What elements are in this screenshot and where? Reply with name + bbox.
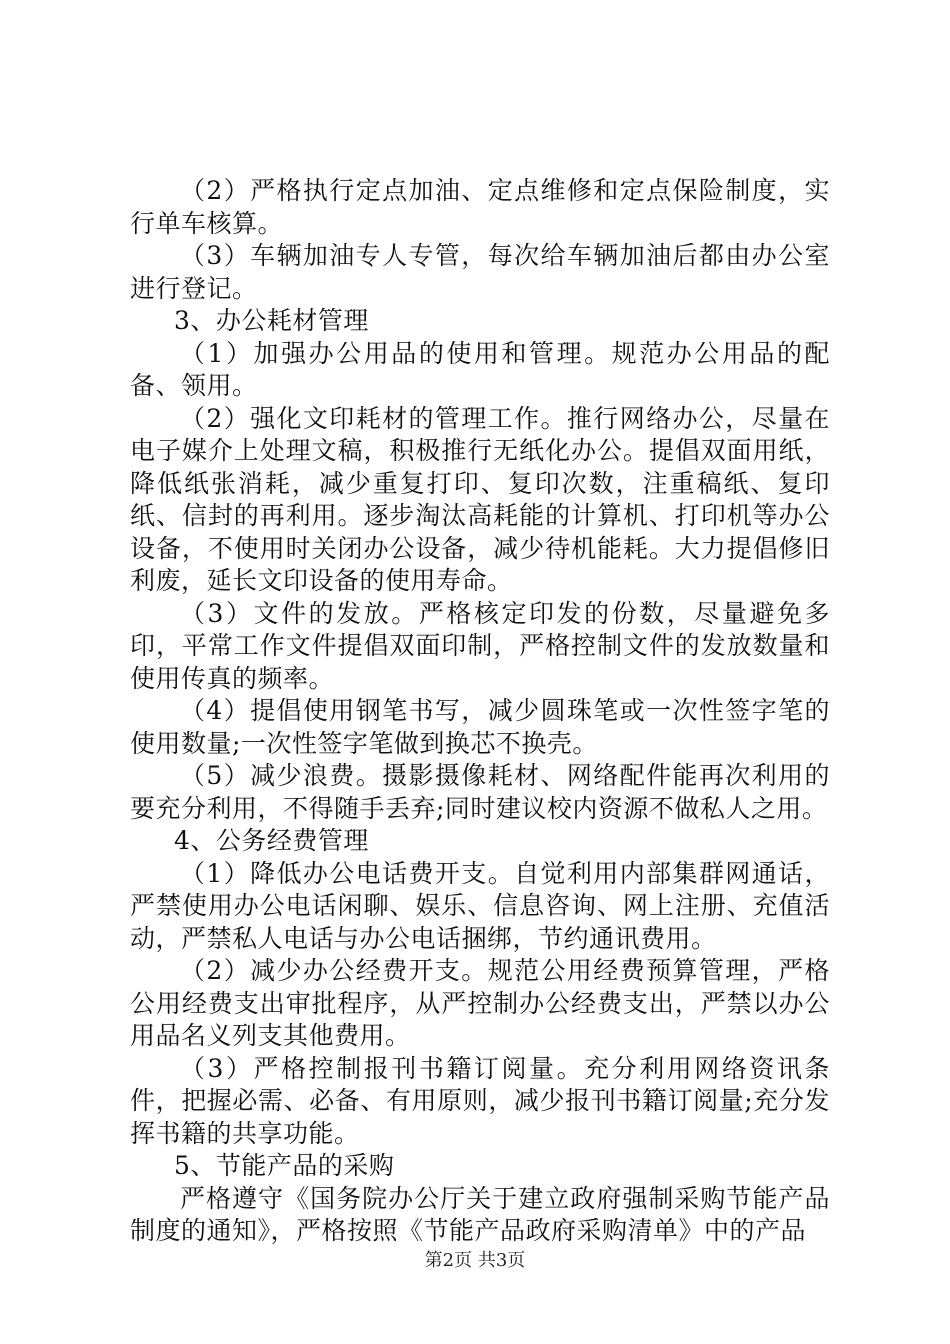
- paragraph: （3）车辆加油专人专管，每次给车辆加油后都由办公室进行登记。: [130, 241, 830, 303]
- document-body: [130, 175, 830, 1248]
- section-heading: 3、办公耗材管理: [174, 306, 369, 335]
- section-heading: 5、节能产品的采购: [174, 1151, 395, 1180]
- section-heading: 4、公务经费管理: [174, 826, 369, 855]
- paragraph: （3）文件的发放。严格核定印发的份数，尽量避免多印，平常工作文件提倡双面印制，严格控制文件的发放数量和使用传真的频率。: [130, 598, 830, 693]
- paragraph: （2）减少办公经费开支。规范公用经费预算管理，严格公用经费支出审批程序，从严控制办公经费支出，严禁以办公用品名义列支其他费用。: [130, 956, 830, 1050]
- paragraph: （3）严格控制报刊书籍订阅量。充分利用网络资讯条件，把握必需、必备、有用原则，减少报刊书籍订阅量;充分发挥书籍的共享功能。: [130, 1053, 830, 1148]
- paragraph: （1）加强办公用品的使用和管理。规范办公用品的配备、领用。: [130, 338, 830, 400]
- paragraph: （2）强化文印耗材的管理工作。推行网络办公，尽量在电子媒介上处理文稿，积极推行无纸化办公。提倡双面用纸，降低纸张消耗，减少重复打印、复印次数，注重稿纸、复印纸、信封的再利用。逐步淘汰高耗能的计算机、打印机等办公设备，不使用时关闭办公设备，减少待机能耗。大力提倡修旧利废，延长文印设备的使用寿命。: [130, 403, 830, 595]
- paragraph: 严格遵守《国务院办公厅关于建立政府强制采购节能产品制度的通知》，严格按照《节能产品政府采购清单》中的产品: [130, 1183, 830, 1245]
- page-footer: 第2页 共3页: [424, 1250, 526, 1271]
- paragraph: （2）严格执行定点加油、定点维修和定点保险制度，实行单车核算。: [130, 176, 830, 238]
- paragraph: （4）提倡使用钢笔书写，减少圆珠笔或一次性签字笔的使用数量;一次性签字笔做到换芯不换壳。: [130, 696, 830, 758]
- paragraph: （5）减少浪费。摄影摄像耗材、网络配件能再次利用的要充分利用，不得随手丢弃;同时建议校内资源不做私人之用。: [130, 761, 830, 823]
- paragraph: （1）降低办公电话费开支。自觉利用内部集群网通话，严禁使用办公电话闲聊、娱乐、信息咨询、网上注册、充值活动，严禁私人电话与办公电话捆绑，节约通讯费用。: [130, 858, 830, 953]
